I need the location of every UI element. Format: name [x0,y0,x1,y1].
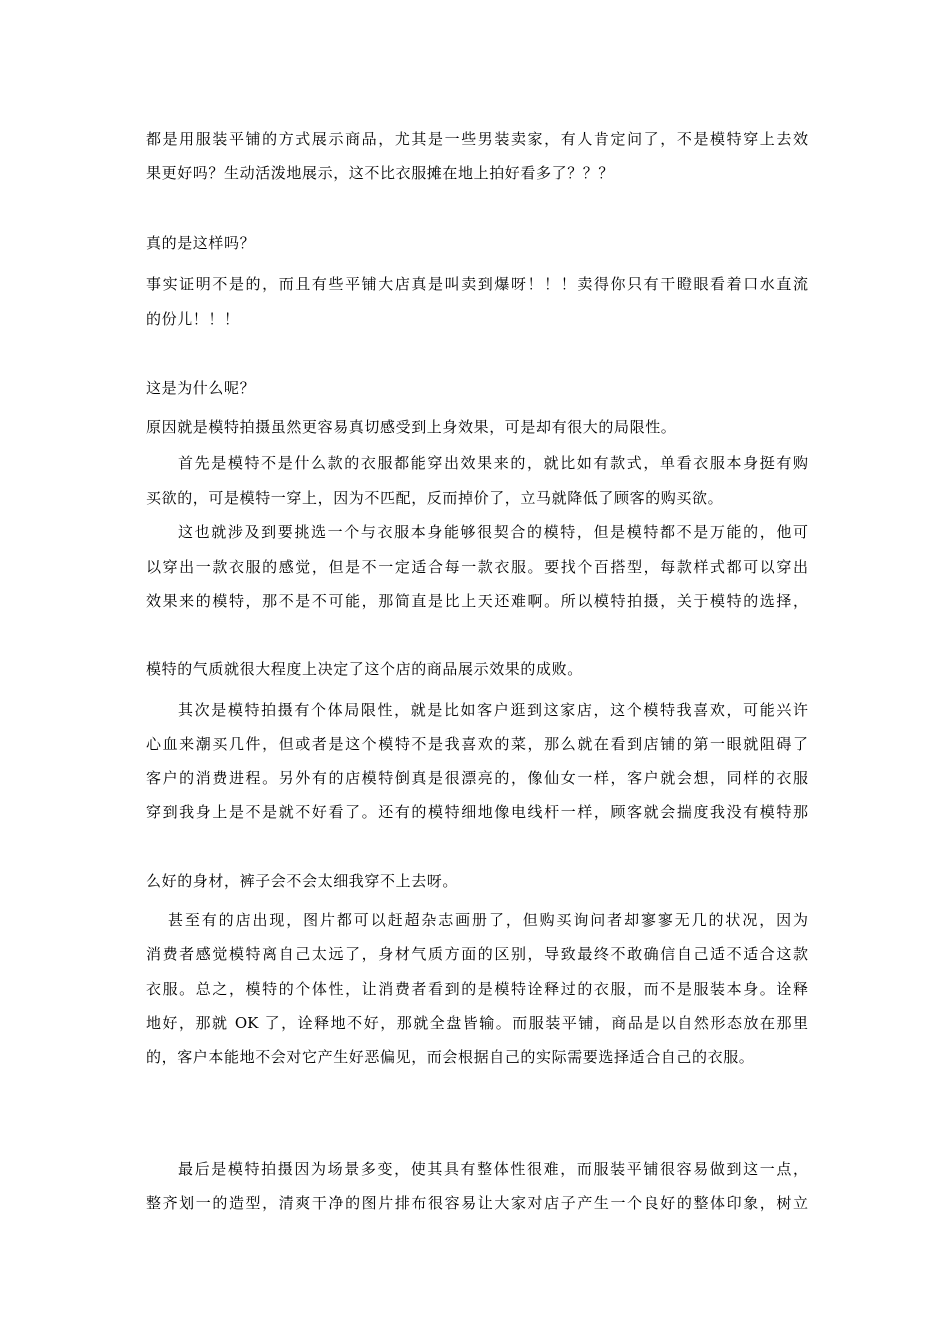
text-line: 客户的消费进程。另外有的店模特倒真是很漂亮的，像仙女一样，客户就会想，同样的衣服 [146,769,808,787]
text-line: 穿到我身上是不是就不好看了。还有的模特细地像电线杆一样，顾客就会揣度我没有模特那 [146,803,808,821]
text-line: 果更好吗？生动活泼地展示，这不比衣服摊在地上拍好看多了？？？ [146,164,615,182]
text-line: 这是为什么呢？ [146,379,256,397]
text-line: 真的是这样吗？ [146,234,256,252]
text-line: 心血来潮买几件，但或者是这个模特不是我喜欢的菜，那么就在看到店铺的第一眼就阻碍了 [146,735,808,753]
text-line: 甚至有的店出现，图片都可以赶超杂志画册了，但购买询问者却寥寥无几的状况，因为 [168,911,808,929]
text-line: 最后是模特拍摄因为场景多变，使其具有整体性很难，而服装平铺很容易做到这一点， [178,1160,808,1178]
text-line: 这也就涉及到要挑选一个与衣服本身能够很契合的模特，但是模特都不是万能的，他可 [178,523,808,541]
text-line: 模特的气质就很大程度上决定了这个店的商品展示效果的成败。 [146,660,583,678]
text-line: 事实证明不是的，而且有些平铺大店真是叫卖到爆呀！！！卖得你只有干瞪眼看着口水直流 [146,275,808,293]
text-line: 买欲的，可是模特一穿上，因为不匹配，反而掉价了，立马就降低了顾客的购买欲。 [146,489,724,507]
text-line: 都是用服装平铺的方式展示商品，尤其是一些男装卖家，有人肯定问了，不是模特穿上去效 [146,130,808,148]
text-line: 效果来的模特，那不是不可能，那简直是比上天还难啊。所以模特拍摄，关于模特的选择， [146,592,808,610]
text-line: 其次是模特拍摄有个体局限性，就是比如客户逛到这家店，这个模特我喜欢，可能兴许 [178,701,808,719]
text-line: 消费者感觉模特离自己太远了，身材气质方面的区别，导致最终不敢确信自己适不适合这款 [146,945,808,963]
text-line: 整齐划一的造型，清爽干净的图片排布很容易让大家对店子产生一个良好的整体印象，树立 [146,1194,808,1212]
text-line: 么好的身材，裤子会不会太细我穿不上去呀。 [146,872,459,890]
text-line: 以穿出一款衣服的感觉，但是不一定适合每一款衣服。要找个百搭型，每款样式都可以穿出 [146,558,808,576]
text-line: 衣服。总之，模特的个体性，让消费者看到的是模特诠释过的衣服，而不是服装本身。诠释 [146,980,808,998]
text-line: 的，客户本能地不会对它产生好恶偏见，而会根据自己的实际需要选择适合自己的衣服。 [146,1048,755,1066]
text-line: 的份儿！！！ [146,310,240,328]
text-line: 地好，那就 OK 了，诠释地不好，那就全盘皆输。而服装平铺，商品是以自然形态放在那里 [146,1014,808,1032]
text-line: 原因就是模特拍摄虽然更容易真切感受到上身效果，可是却有很大的局限性。 [146,418,677,436]
text-line: 首先是模特不是什么款的衣服都能穿出效果来的，就比如有款式，单看衣服本身挺有购 [178,454,808,472]
